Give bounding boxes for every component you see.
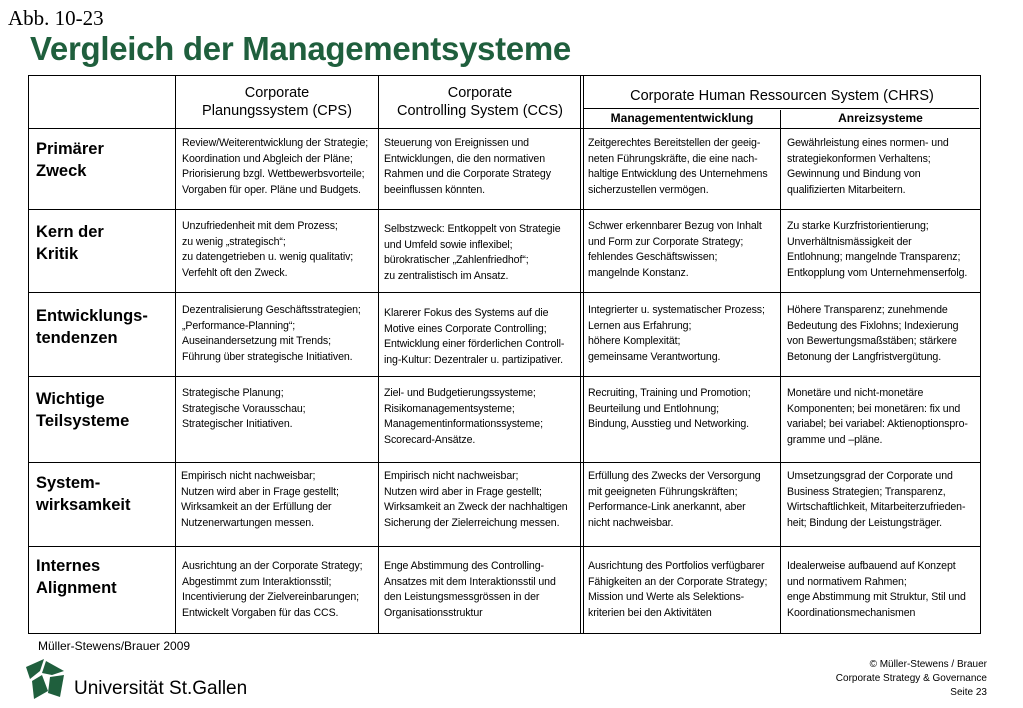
header-rule (28, 128, 981, 129)
cell-managemententwicklung: Schwer erkennbarer Bezug von Inhalt und Form zur Corporate Strategy; fehlendes Geschäftswissen; mangelnde Konstanz. (588, 220, 762, 279)
row-separator (28, 462, 981, 463)
footer (836, 658, 987, 700)
cell-cps: Review/Weiterentwicklung der Strategie; Koordination und Abgleich der Pläne; Priorisierung bzgl. Wettbewerbsvorteile; Vorgaben für oper. Pläne und Budgets. (182, 137, 369, 196)
table-border-top (28, 75, 981, 76)
cell-managemententwicklung: Erfüllung des Zwecks der Versorgung mit geeigneten Führungskräften; Performance-Link anerkannt, aber nicht nachweisbar. (588, 470, 761, 529)
cell-ccs: Selbstzweck: Entkoppelt von Strategie und Umfeld sowie inflexibel; bürokratischer „Zahlenfriedhof“; zu zentralistisch im Ansatz. (384, 223, 561, 282)
row-separator (28, 292, 981, 293)
header-chrs-managemententwicklung: Managemententwicklung (610, 111, 754, 125)
cell-ccs: Enge Abstimmung des Controlling- Ansatzes mit dem Interaktionsstil und den Leistungsmessgrössen in der Organisationsstruktur (384, 560, 556, 619)
cell-anreizsysteme: Höhere Transparenz; zunehmende Bedeutung des Fixlohns; Indexierung von Bewertungsmaßstäben; stärkere Betonung der Langfristvergütung. (787, 304, 959, 363)
row-separator (28, 376, 981, 377)
table-border-left (28, 75, 29, 634)
cell-ccs: Ziel- und Budgetierungssysteme; Risikomanagementsysteme; Managementinformationssysteme; Scorecard-Ansätze. (384, 387, 543, 446)
cell-ccs: Empirisch nicht nachweisbar; Nutzen wird aber in Frage gestellt; Wirksamkeit an Zweck der nachhaltigen Sicherung der Zielerreichung messen. (384, 470, 568, 529)
header-chrs-anreizsysteme: Anreizsysteme (838, 111, 923, 125)
university-name: Universität St.Gallen (74, 678, 248, 699)
row-separator (28, 546, 981, 547)
cell-managemententwicklung: Ausrichtung des Portfolios verfügbarer Fähigkeiten an der Corporate Strategy; Mission und Werte als Selektions- kriterien bei den Aktivitäten (588, 560, 768, 619)
footer-copyright: © Müller-Stewens / Brauer (869, 659, 987, 670)
cell-cps: Strategische Planung; Strategische Vorausschau; Strategischer Initiativen. (182, 387, 306, 430)
cell-anreizsysteme: Gewährleistung eines normen- und strategiekonformen Verhaltens; Gewinnung und Bindung von qualifizierten Mitarbeitern. (787, 137, 949, 196)
cell-managemententwicklung: Zeitgerechtes Bereitstellen der geeig- neten Führungskräfte, die eine nach- haltige Entwicklung des Unternehmens sicherzustellen vermögen. (588, 137, 768, 196)
cell-anreizsysteme: Zu starke Kurzfristorientierung; Unverhältnismässigkeit der Entlohnung; mangelnde Transparenz; Entkopplung vom Unternehmenserfolg. (787, 220, 968, 279)
footer-course: Corporate Strategy & Governance (835, 673, 987, 684)
table-border-right (980, 75, 981, 634)
figure-label: Abb. 10-23 (8, 6, 104, 30)
header-ccs-line1: Corporate (447, 85, 513, 101)
cell-anreizsysteme: Idealerweise aufbauend auf Konzept und normativem Rahmen; enge Abstimmung mit Struktur, Stil und Koordinationsmechanismen (787, 560, 966, 619)
header-cps (176, 84, 378, 120)
column-separator (780, 110, 781, 634)
header-cps-line2: Planungssystem (CPS) (202, 103, 352, 119)
header-chrs: Corporate Human Ressourcen System (CHRS) (630, 88, 934, 104)
column-separator (378, 75, 379, 634)
column-separator (583, 75, 584, 634)
row-label-internes-alignment: Internes Alignment (36, 557, 117, 597)
hsg-logo-icon (22, 657, 68, 703)
cell-ccs: Klarerer Fokus des Systems auf die Motive eines Corporate Controlling; Entwicklung einer förderlichen Controll- ing-Kultur: Dezentraler u. partizipativer. (384, 307, 565, 366)
cell-managemententwicklung: Recruiting, Training und Promotion; Beurteilung und Entlohnung; Bindung, Ausstieg und Networking. (588, 387, 751, 430)
column-separator (580, 75, 581, 634)
cell-cps: Empirisch nicht nachweisbar; Nutzen wird aber in Frage gestellt; Wirksamkeit an der Erfüllung der Nutzenerwartungen messen. (181, 470, 339, 529)
university-logo (22, 657, 68, 708)
header-ccs (379, 84, 581, 120)
row-label-entwicklungstendenzen: Entwicklungs- tendenzen (36, 307, 148, 347)
cell-cps: Unzufriedenheit mit dem Prozess; zu wenig „strategisch“; zu datengetrieben u. wenig qualitativ; Verfehlt oft den Zweck. (182, 220, 354, 279)
cell-cps: Dezentralisierung Geschäftsstrategien; „Performance-Planning“; Auseinandersetzung mit Trends; Führung über strategische Initiativen. (182, 304, 361, 363)
header-cps-line1: Corporate (244, 85, 310, 101)
row-separator (28, 209, 981, 210)
row-label-wichtige-teilsysteme: Wichtige Teilsysteme (36, 390, 130, 430)
cell-managemententwicklung: Integrierter u. systematischer Prozess; Lernen aus Erfahrung; höhere Komplexität; gemeinsame Verantwortung. (588, 304, 765, 363)
row-label-primaerer-zweck: Primärer Zweck (36, 140, 104, 180)
chrs-sub-rule (583, 108, 979, 109)
cell-ccs: Steuerung von Ereignissen und Entwicklungen, die den normativen Rahmen und die Corporate Strategy beeinflussen könnten. (384, 137, 551, 196)
cell-anreizsysteme: Umsetzungsgrad der Corporate und Business Strategien; Transparenz, Wirtschaftlichkeit, Mitarbeiterzufrieden- heit; Bindung der Leistungsträger. (787, 470, 966, 529)
cell-anreizsysteme: Monetäre und nicht-monetäre Komponenten; bei monetären: fix und variabel; bei variabel: Aktienoptionspro- gramme und –pläne. (787, 387, 968, 446)
column-separator (175, 75, 176, 634)
footer-page: Seite 23 (950, 687, 987, 698)
page-title: Vergleich der Managementsysteme (30, 30, 571, 67)
table-border-bottom (28, 633, 981, 634)
row-label-systemwirksamkeit: System- wirksamkeit (36, 474, 131, 514)
row-label-kern-der-kritik: Kern der Kritik (36, 223, 104, 263)
cell-cps: Ausrichtung an der Corporate Strategy; Abgestimmt zum Interaktionsstil; Incentivierung der Zielvereinbarungen; Entwickelt Vorgaben für das CCS. (182, 560, 363, 619)
source-citation: Müller-Stewens/Brauer 2009 (38, 639, 191, 653)
header-ccs-line2: Controlling System (CCS) (397, 103, 563, 119)
